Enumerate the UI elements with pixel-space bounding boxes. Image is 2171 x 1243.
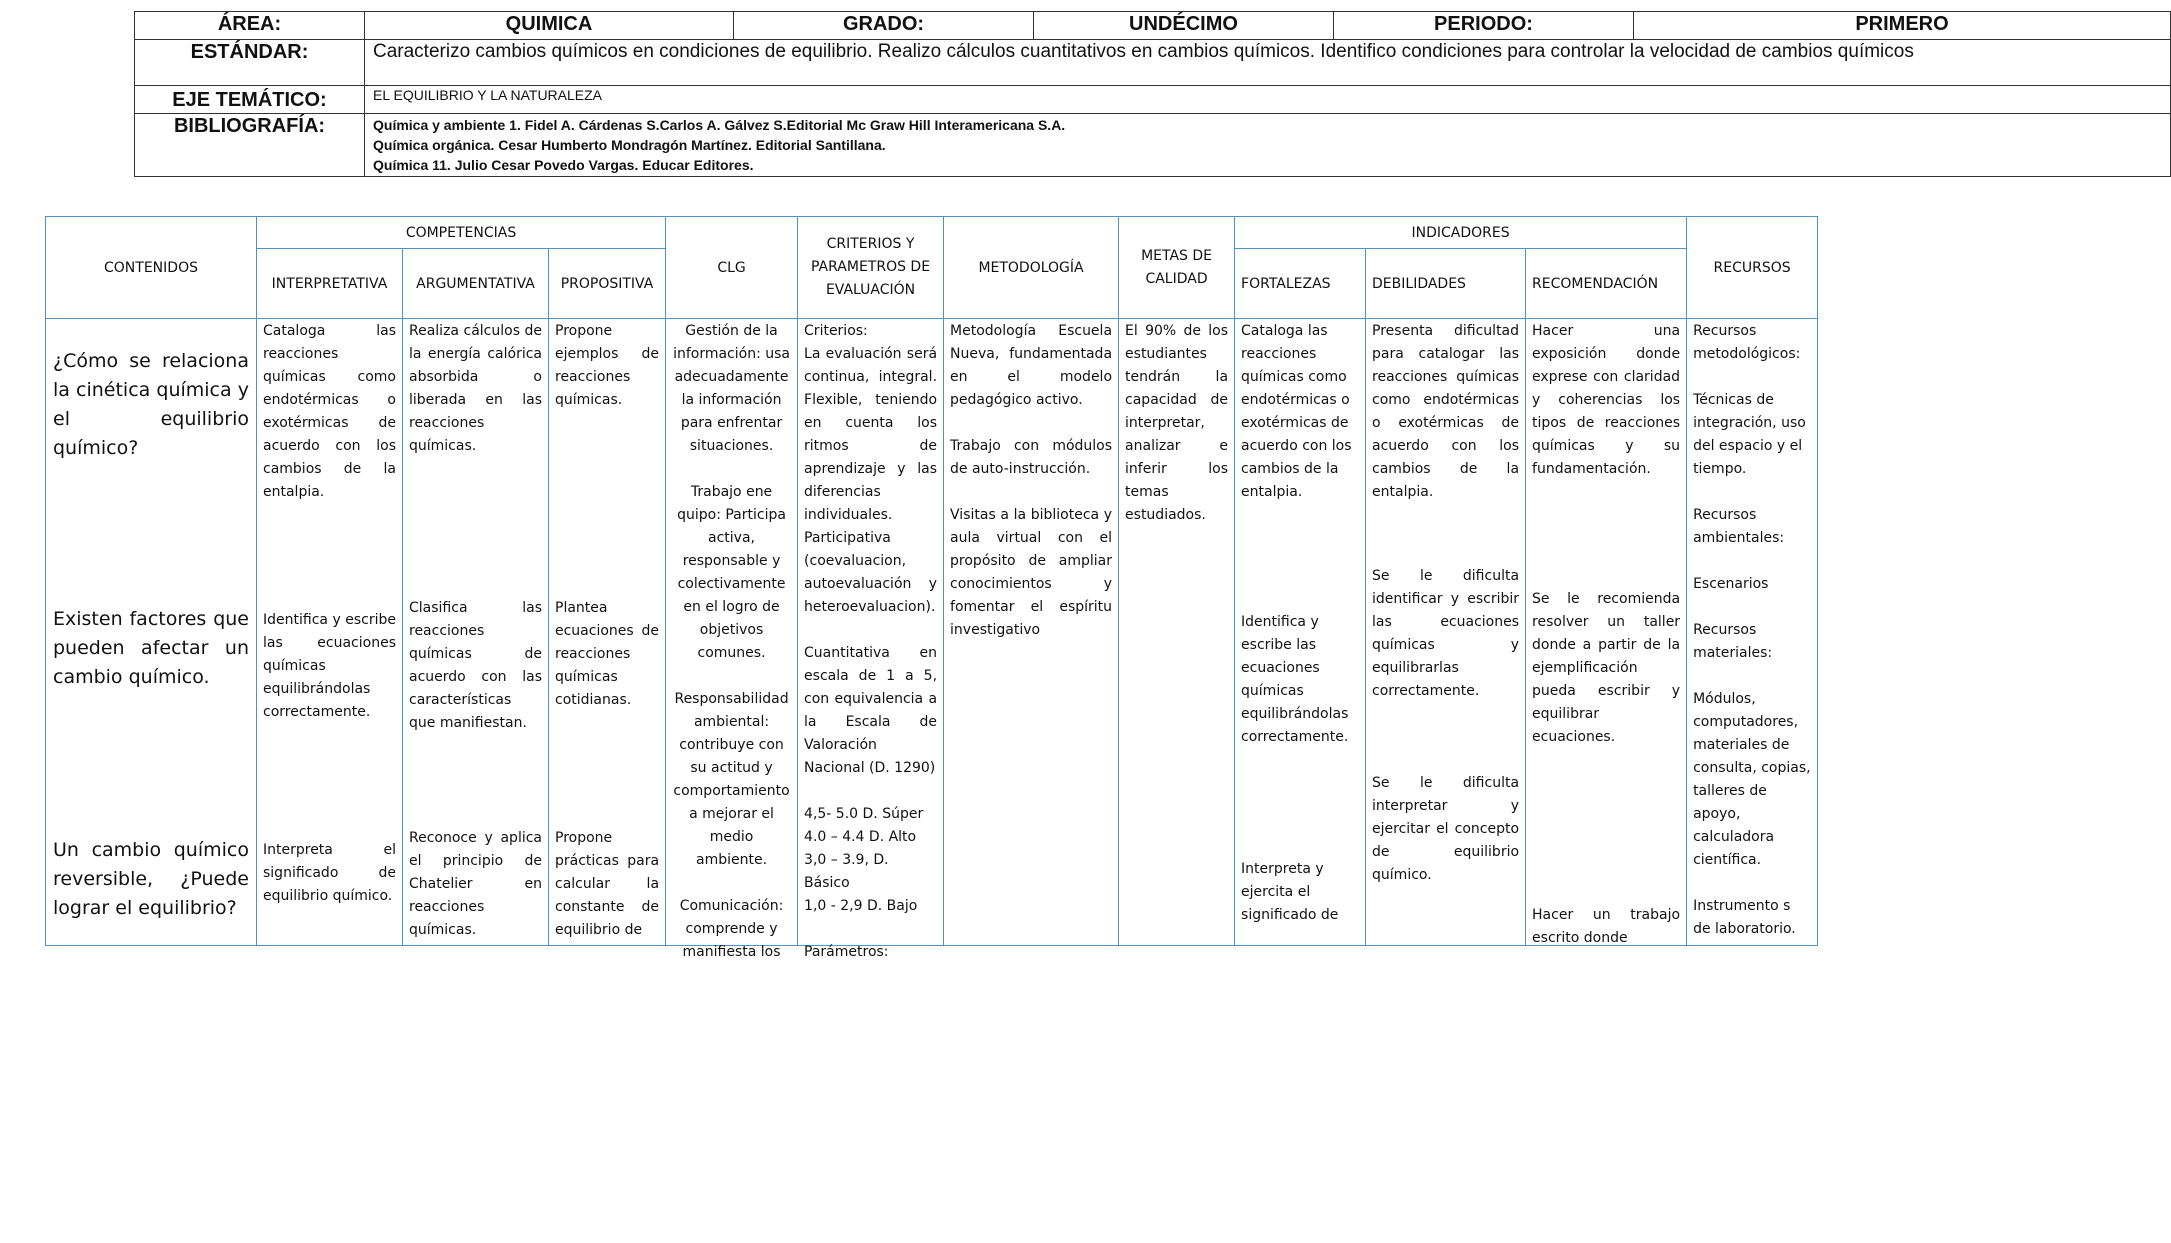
header-metodologia: METODOLOGÍA [944,217,1119,319]
recursos-cell [1687,319,1818,946]
estandar-value: Caracterizo cambios químicos en condiciones de equilibrio. Realizo cálculos cuantitativos en cambios químicos. Identifico condiciones para controlar la velocidad de cambios químicos [365,40,2171,86]
recursos-ambientales: Recursos ambientales: [1693,507,1785,546]
area-label: ÁREA: [135,12,365,40]
recomendacion-1: Hacer una exposición donde exprese con claridad y coherencias los tipos de reacciones químicas y su fundamentación. [1532,323,1681,477]
recursos-metodologicos: Recursos metodológicos: [1693,323,1801,362]
header-interpretativa: INTERPRETATIVA [257,249,403,319]
contenido-1: ¿Cómo se relaciona la cinética química y el equilibrio químico? [53,350,249,459]
argumentativa-1: Realiza cálculos de la energía calórica absorbida o liberada en las reacciones químicas. [409,323,542,454]
recomendacion-2: Se le recomienda resolver un taller donde a partir de la ejemplificación pueda escribir y equilibrar ecuaciones. [1532,591,1681,745]
escala-superior: 4,5- 5.0 D. Súper [804,806,924,822]
bib-line-3: Química 11. Julio Cesar Povedo Vargas. Educar Editores. [373,157,754,173]
parametros-title: Parámetros: [804,944,889,960]
escala-alto: 4.0 – 4.4 D. Alto [804,829,917,845]
header-recomendacion: RECOMENDACIÓN [1526,249,1687,319]
header-metas: METAS DE CALIDAD [1119,217,1235,319]
recursos-tecnicas: Técnicas de integración, uso del espacio y el tiempo. [1693,392,1806,477]
metodologia-3: Visitas a la biblioteca y aula virtual con el propósito de ampliar conocimientos y fomentar el espíritu investigativo [950,507,1113,638]
periodo-value: PRIMERO [1634,12,2171,40]
recursos-materiales: Recursos materiales: [1693,622,1773,661]
interpretativa-2: Identifica y escribe las ecuaciones químicas equilibrándolas correctamente. [263,612,396,720]
recomendacion-3: Hacer un trabajo escrito donde [1532,907,1681,946]
header-indicadores: INDICADORES [1235,217,1687,249]
fortaleza-3: Interpreta y ejercita el significado de [1241,861,1339,923]
header-fortalezas: FORTALEZAS [1235,249,1366,319]
grado-value: UNDÉCIMO [1034,12,1334,40]
recursos-escenarios: Escenarios [1693,576,1769,592]
contenidos-cell [46,319,257,946]
bib-line-1: Química y ambiente 1. Fidel A. Cárdenas S.Carlos A. Gálvez S.Editorial Mc Graw Hill Interamericana S.A. [373,117,1066,133]
metodologia-list [950,320,1112,642]
argumentativa-cell [403,319,549,946]
contenido-2: Existen factores que pueden afectar un cambio químico. [53,608,249,688]
criterios-cuantitativa: Cuantitativa en escala de 1 a 5, con equivalencia a la Escala de Valoración Nacional (D. 1290) [804,645,938,776]
propositiva-2: Plantea ecuaciones de reacciones químicas cotidianas. [555,600,660,708]
criterios-continua: La evaluación será continua, integral. Flexible, teniendo en cuenta los ritmos de aprendizaje y las diferencias individuales. Participativa (coevaluacion, autoevaluación y heteroevaluacion). [804,346,938,615]
escala-basico: 3,0 – 3.9, D. Básico [804,852,889,891]
propositiva-1: Propone ejemplos de reacciones químicas. [555,323,660,408]
clg-list [672,320,791,964]
metas-text: El 90% de los estudiantes tendrán la capacidad de interpretar, analizar e inferir los temas estudiados. [1125,323,1229,523]
periodo-label: PERIODO: [1334,12,1634,40]
argumentativa-3: Reconoce y aplica el principio de Chatelier en reacciones químicas. [409,830,542,938]
interpretativa-3: Interpreta el significado de equilibrio químico. [263,842,396,904]
fortalezas-cell [1235,319,1366,946]
recursos-instrumentos: Instrumento s de laboratorio. [1693,898,1796,937]
clg-1: Gestión de la información: usa adecuadamente la información para enfrentar situaciones. [673,323,790,454]
clg-3: Responsabilidad ambiental: contribuye con su actitud y comportamiento a mejorar el medio ambiente. [673,691,790,868]
propositiva-3: Propone prácticas para calcular la constante de equilibrio de [555,830,660,938]
metodologia-cell [944,319,1119,946]
header-contenidos: CONTENIDOS [46,217,257,319]
estandar-label: ESTÁNDAR: [135,40,365,86]
debilidades-cell [1366,319,1526,946]
criterios-title: Criterios: [804,323,868,339]
eje-label: EJE TEMÁTICO: [135,86,365,114]
criterios-list [804,320,937,964]
interpretativa-cell [257,319,403,946]
header-competencias: COMPETENCIAS [257,217,666,249]
header-argumentativa: ARGUMENTATIVA [403,249,549,319]
recomendacion-cell [1526,319,1687,946]
clg-2: Trabajo ene quipo: Participa activa, responsable y colectivamente en el logro de objetivos comunes. [677,484,786,661]
metodologia-2: Trabajo con módulos de auto-instrucción. [950,438,1113,477]
area-value: QUIMICA [365,12,734,40]
header-table [134,11,2171,177]
criterios-cell [798,319,944,960]
bib-line-2: Química orgánica. Cesar Humberto Mondragón Martínez. Editorial Santillana. [373,137,886,153]
metas-cell [1119,319,1235,946]
metodologia-1: Metodología Escuela Nueva, fundamentada en el modelo pedagógico activo. [950,323,1113,408]
bibliografia-value [365,114,2171,177]
clg-4: Comunicación: comprende y manifiesta los [679,898,784,960]
eje-value: EL EQUILIBRIO Y LA NATURALEZA [365,86,2171,114]
header-criterios: CRITERIOS Y PARAMETROS DE EVALUACIÓN [798,217,944,319]
debilidad-2: Se le dificulta identificar y escribir las ecuaciones químicas y equilibrarlas correctamente. [1372,568,1520,699]
bibliografia-label: BIBLIOGRAFÍA: [135,114,365,177]
debilidad-1: Presenta dificultad para catalogar las reacciones químicas como endotérmicas o exotérmicas de acuerdo con los cambios de la entalpia. [1372,323,1520,500]
header-debilidades: DEBILIDADES [1366,249,1526,319]
clg-cell [666,319,798,960]
fortaleza-1: Cataloga las reacciones químicas como endotérmicas o exotérmicas de acuerdo con los cambios de la entalpia. [1241,323,1352,500]
recursos-list [1693,320,1811,941]
argumentativa-2: Clasifica las reacciones químicas de acuerdo con las características que manifiestan. [409,600,542,731]
contenido-3: Un cambio químico reversible, ¿Puede lograr el equilibrio? [53,839,249,919]
debilidad-3: Se le dificulta interpretar y ejercitar el concepto de equilibrio químico. [1372,775,1520,883]
header-recursos: RECURSOS [1687,217,1818,319]
escala-bajo: 1,0 - 2,9 D. Bajo [804,898,918,914]
interpretativa-1: Cataloga las reacciones químicas como endotérmicas o exotérmicas de acuerdo con los cambios de la entalpia. [263,323,396,500]
plan-table [45,216,1818,960]
grado-label: GRADO: [734,12,1034,40]
header-propositiva: PROPOSITIVA [549,249,666,319]
propositiva-cell [549,319,666,946]
fortaleza-2: Identifica y escribe las ecuaciones químicas equilibrándolas correctamente. [1241,614,1349,745]
header-clg: CLG [666,217,798,319]
recursos-modulos: Módulos, computadores, materiales de consulta, copias, talleres de apoyo, calculadora científica. [1693,691,1811,868]
